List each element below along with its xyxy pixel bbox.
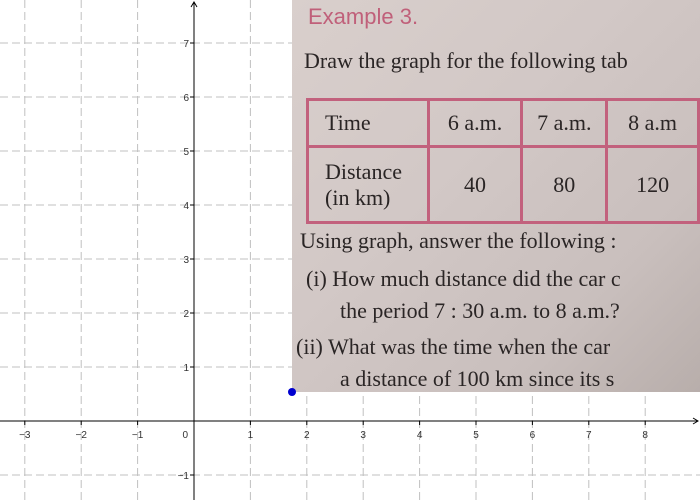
y-tick-label: 3	[183, 255, 189, 266]
inserted-image[interactable]	[292, 0, 700, 392]
y-tick-label: 4	[183, 201, 189, 212]
table-cell: Time	[308, 100, 429, 147]
table-row	[308, 100, 699, 147]
table-row	[308, 147, 699, 223]
table-cell: 8 a.m	[607, 100, 699, 147]
data-table	[306, 98, 700, 224]
x-tick-label: 5	[473, 430, 479, 441]
prompt-text: Using graph, answer the following :	[300, 228, 617, 253]
y-tick-label: 7	[183, 39, 189, 50]
distance-label: Distance	[325, 158, 402, 184]
question-2-line-1: (ii) What was the time when the car	[296, 334, 611, 359]
x-tick-label: −2	[75, 430, 87, 441]
image-corner-point[interactable]	[288, 388, 296, 396]
x-tick-label: 6	[529, 430, 536, 441]
table-cell	[308, 147, 429, 223]
question-2-line-2: a distance of 100 km since its s	[340, 366, 615, 391]
x-tick-label: 0	[182, 430, 188, 441]
instruction-text: Draw the graph for the following tab	[304, 48, 628, 73]
unit-label: (in km)	[325, 184, 391, 210]
x-tick-label: 4	[416, 430, 423, 441]
table-cell: 80	[522, 147, 607, 223]
x-tick-label: 3	[360, 430, 366, 441]
x-tick-label: 1	[247, 430, 254, 441]
y-tick-label: 1	[183, 363, 189, 374]
y-tick-label: 2	[183, 309, 189, 320]
table-cell: 40	[428, 147, 522, 223]
x-tick-label: 8	[642, 430, 648, 441]
x-tick-label: −1	[131, 430, 144, 441]
x-tick-label: 2	[304, 430, 310, 441]
x-tick-label: −3	[19, 430, 31, 441]
y-tick-label: 5	[183, 147, 189, 158]
table-cell: 7 a.m.	[522, 100, 607, 147]
y-tick-label: 6	[183, 93, 189, 104]
y-tick-label: −1	[177, 471, 189, 482]
table-cell: 6 a.m.	[428, 100, 522, 147]
table-cell: 120	[607, 147, 699, 223]
x-tick-label: 7	[586, 430, 592, 441]
question-1-line-2: the period 7 : 30 a.m. to 8 a.m.?	[340, 298, 620, 323]
question-1-line-1: (i) How much distance did the car c	[306, 266, 621, 291]
example-title: Example 3.	[308, 4, 419, 29]
